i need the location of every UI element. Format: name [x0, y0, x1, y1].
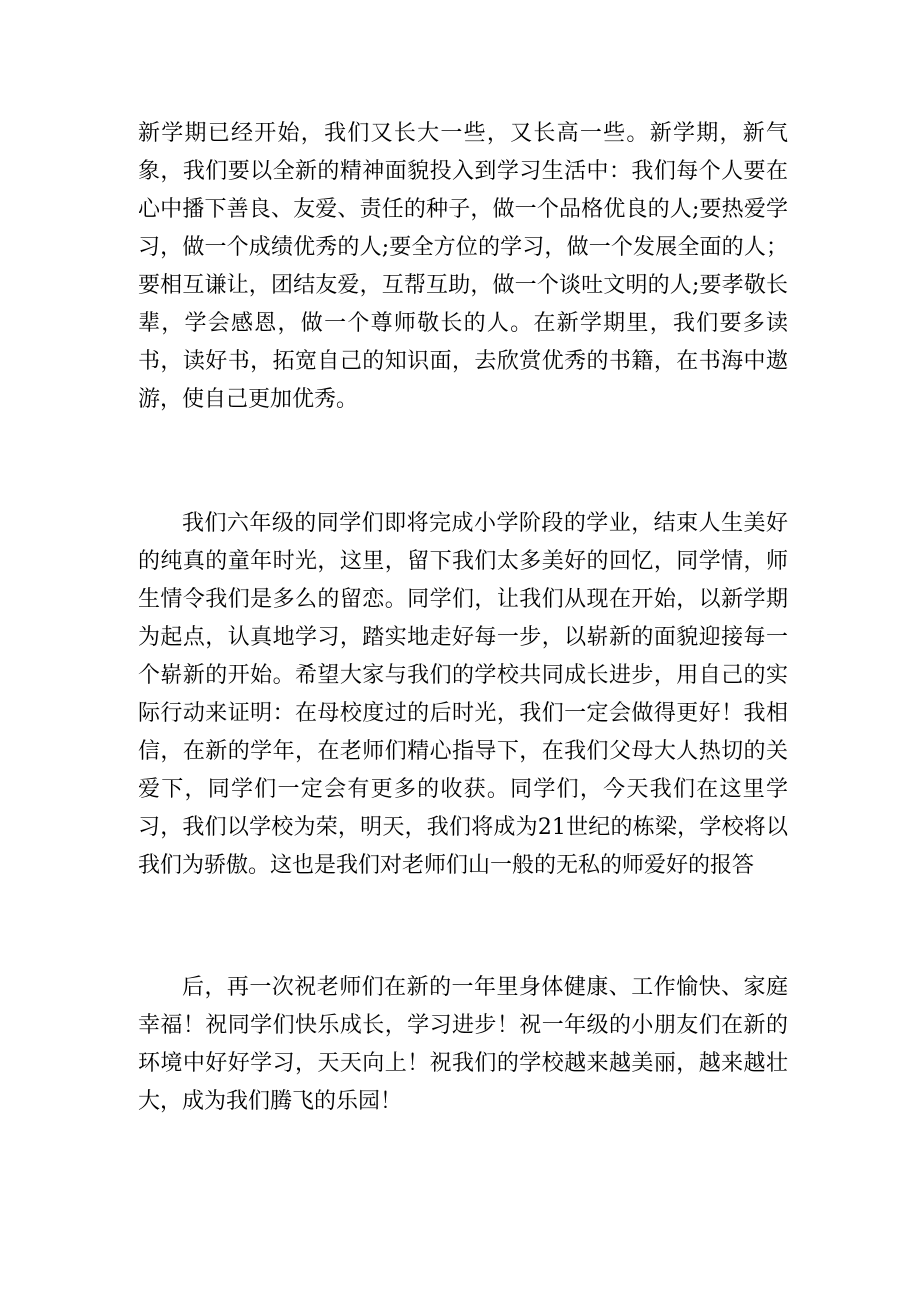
- body-paragraph-new-semester: 新学期已经开始，我们又长大一些，又长高一些。新学期，新气象，我们要以全新的精神面貌投入到学习生活中：我们每个人要在心中播下善良、友爱、责任的种子，做一个品格优良的人;要热爱学习，做一个成绩优秀的人;要全方位的学习，做一个发展全面的人；要相互谦让，团结友爱，互帮互助，做一个谈吐文明的人;要孝敬长辈，学会感恩，做一个尊师敬长的人。在新学期里，我们要多读书，读好书，拓宽自己的知识面，去欣赏优秀的书籍，在书海中遨游，使自己更加优秀。: [138, 121, 788, 412]
- body-paragraph-closing-wishes: 后，再一次祝老师们在新的一年里身体健康、工作愉快、家庭幸福！祝同学们快乐成长，学习进步！祝一年级的小朋友们在新的环境中好好学习，天天向上！祝我们的学校越来越美丽，越来越壮大，成为我们腾飞的乐园！: [138, 975, 788, 1114]
- body-paragraph-sixth-grade: 我们六年级的同学们即将完成小学阶段的学业，结束人生美好的纯真的童年时光，这里，留下我们太多美好的回忆，同学情，师生情令我们是多么的留恋。同学们，让我们从现在开始，以新学期为起点，认真地学习，踏实地走好每一步，以崭新的面貌迎接每一个崭新的开始。希望大家与我们的学校共同成长进步，用自己的实际行动来证明：在母校度过的后时光，我们一定会做得更好！我相信，在新的学年，在老师们精心指导下，在我们父母大人热切的关爱下，同学们一定会有更多的收获。同学们，今天我们在这里学习，我们以学校为荣，明天，我们将成为21世纪的栋梁，学校将以我们为骄傲。这也是我们对老师们山一般的无私的师爱好的报答: [138, 511, 788, 878]
